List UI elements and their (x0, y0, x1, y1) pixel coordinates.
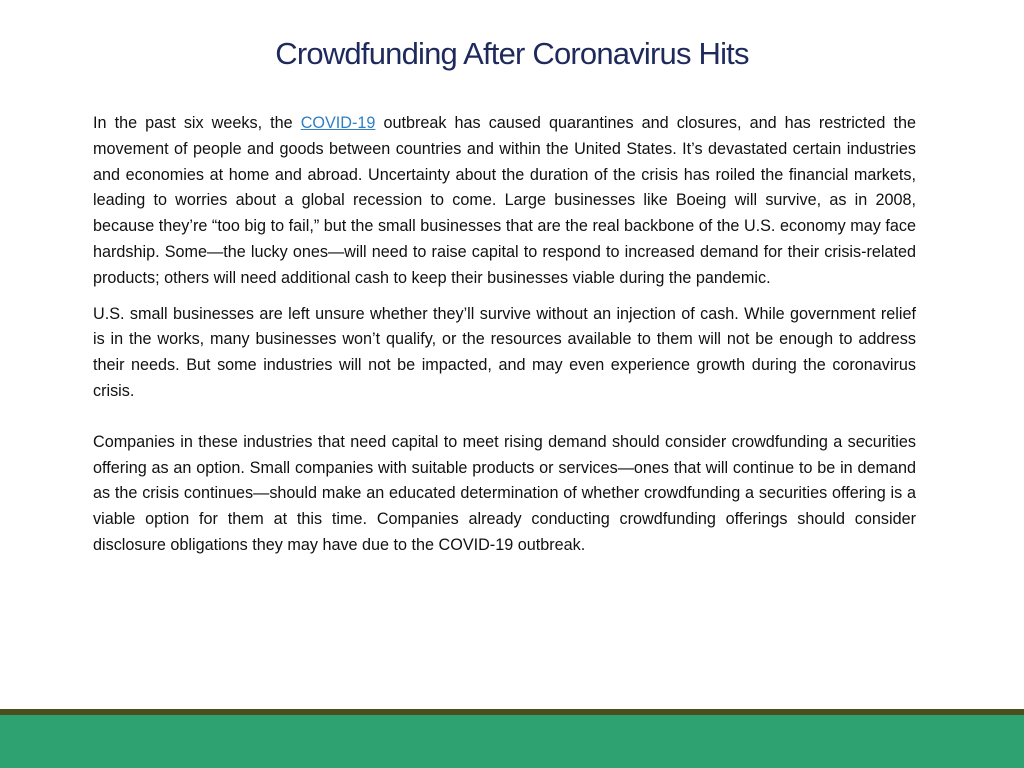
footer-bar (0, 715, 1024, 768)
paragraph-small-businesses: U.S. small businesses are left unsure whether they’ll survive without an injection of cash. While government relief is in the works, many businesses won’t qualify, or the resources available to them will not be enough to address their needs. But some industries will not be impacted, and may even experience growth during the coronavirus crisis. (93, 304, 916, 400)
body-text (93, 111, 916, 559)
paragraph-intro-rest: outbreak has caused quarantines and closures, and has restricted the movement of people and goods between countries and within the United States. It’s devastated certain industries and economies at home and abroad. Uncertainty about the duration of the crisis has roiled the financial markets, leading to worries about a global recession to come. Large businesses like Boeing will survive, as in 2008, because they’re “too big to fail,” but the small businesses that are the real backbone of the U.S. economy may face hardship. Some—the lucky ones—will need to raise capital to respond to increased demand for their crisis-related products; others will need additional cash to keep their businesses viable during the pandemic. (93, 114, 916, 287)
paragraph-intro-start: In the past six weeks, the (93, 114, 301, 132)
paragraph-crowdfunding: Companies in these industries that need capital to meet rising demand should consider crowdfunding a securities offering as an option. Small companies with suitable products or services—ones that will continue to be in demand as the crisis continues—should make an educated determination of whether crowdfunding a securities offering is a viable option for them at this time. Companies already conducting crowdfunding offerings should consider disclosure obligations they may have due to the COVID-19 outbreak. (93, 432, 916, 554)
covid-19-link[interactable]: COVID-19 (300, 114, 376, 132)
paragraph-intro (93, 111, 916, 292)
slide-title: Crowdfunding After Coronavirus Hits (275, 36, 749, 71)
